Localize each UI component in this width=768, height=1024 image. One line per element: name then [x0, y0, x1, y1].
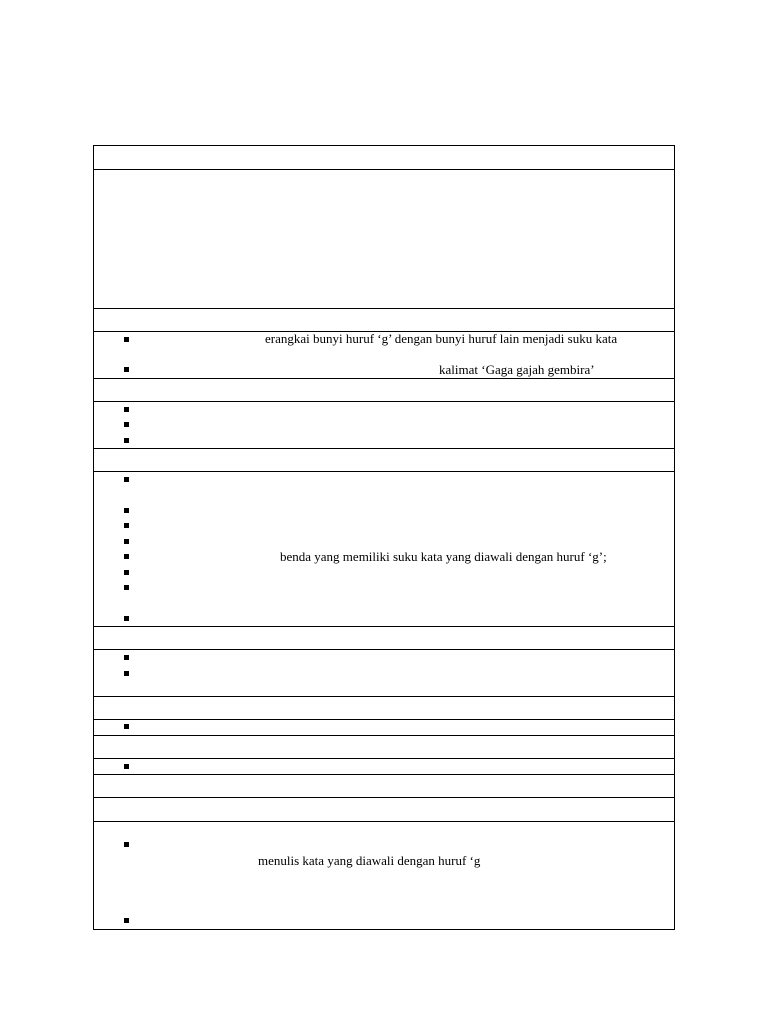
- bullet-marker: [124, 570, 129, 575]
- row-divider: [94, 735, 674, 736]
- bullet-marker: [124, 477, 129, 482]
- assessment-line: menulis kata yang diawali dengan huruf ‘g: [258, 853, 481, 868]
- row-divider: [94, 448, 674, 449]
- bullet-marker: [124, 508, 129, 513]
- row-divider: [94, 378, 674, 379]
- row-divider: [94, 797, 674, 798]
- row-divider: [94, 626, 674, 627]
- row-divider: [94, 401, 674, 402]
- row-divider: [94, 696, 674, 697]
- bullet-marker: [124, 539, 129, 544]
- bullet-marker: [124, 337, 129, 342]
- bullet-marker: [124, 724, 129, 729]
- bullet-marker: [124, 764, 129, 769]
- bullet-marker: [124, 554, 129, 559]
- bullet-marker: [124, 422, 129, 427]
- objective-line-2: kalimat ‘Gaga gajah gembira’: [439, 362, 595, 377]
- bullet-marker: [124, 918, 129, 923]
- bullet-marker: [124, 671, 129, 676]
- bullet-marker: [124, 367, 129, 372]
- objective-line-1: erangkai bunyi huruf ‘g’ dengan bunyi huruf lain menjadi suku kata: [265, 331, 618, 346]
- bullet-marker: [124, 407, 129, 412]
- row-divider: [94, 471, 674, 472]
- bullet-marker: [124, 616, 129, 621]
- bullet-marker: [124, 523, 129, 528]
- bullet-marker: [124, 842, 129, 847]
- bullet-marker: [124, 655, 129, 660]
- row-divider: [94, 821, 674, 822]
- row-divider: [94, 719, 674, 720]
- row-divider: [94, 169, 674, 170]
- activity-line: benda yang memiliki suku kata yang diawali dengan huruf ‘g’;: [280, 549, 607, 564]
- bullet-marker: [124, 585, 129, 590]
- row-divider: [94, 774, 674, 775]
- bullet-marker: [124, 438, 129, 443]
- document-table: [93, 145, 675, 930]
- row-divider: [94, 308, 674, 309]
- row-divider: [94, 649, 674, 650]
- row-divider: [94, 758, 674, 759]
